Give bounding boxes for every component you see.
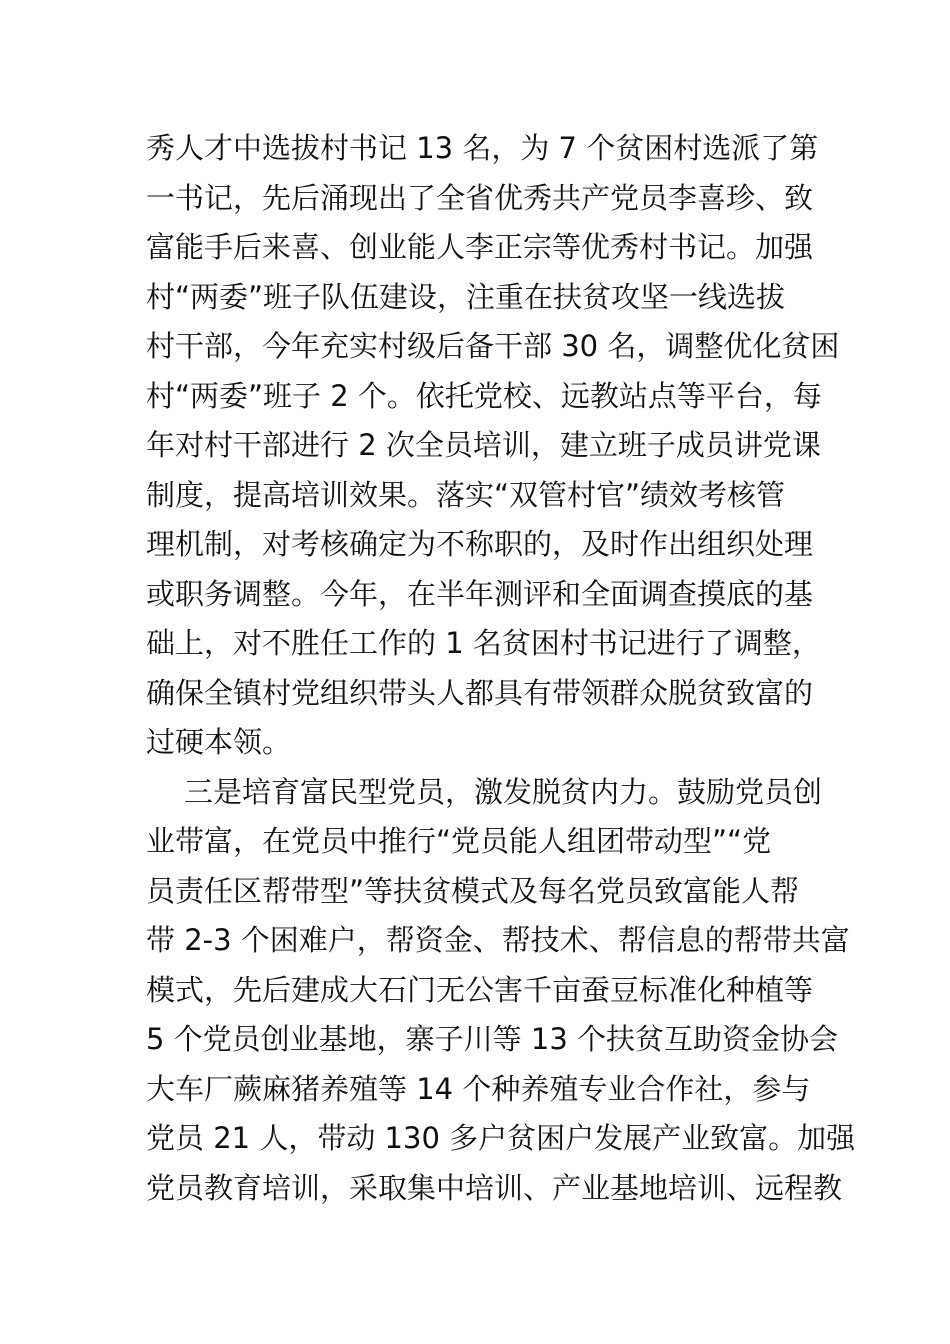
paragraph-start-line: 三是培育富民型党员，激发脱贫内力。鼓励党员创: [184, 774, 823, 809]
text-line: 村“两委”班子 2 个。依托党校、远教站点等平台，每: [146, 378, 822, 413]
text-line: 业带富，在党员中推行“党员能人组团带动型”“党: [146, 824, 772, 858]
text-line: 村“两委”班子队伍建设，注重在扶贫攻坚一线选拔: [146, 279, 786, 314]
text-line: 一书记，先后涌现出了全省优秀共产党员李喜珍、致: [146, 180, 814, 215]
text-line: 村干部，今年充实村级后备干部 30 名，调整优化贫困: [146, 329, 840, 363]
text-line: 党员 21 人，带动 130 多户贫困户发展产业致富。加强: [146, 1121, 856, 1155]
text-line: 秀人才中选拔村书记 13 名，为 7 个贫困村选派了第: [146, 131, 819, 165]
text-line: 过硬本领。: [146, 725, 292, 759]
text-line: 党员教育培训，采取集中培训、产业基地培训、远程教: [146, 1170, 843, 1205]
text-line: 大车厂蕨麻猪养殖等 14 个种养殖专业合作社，参与: [146, 1071, 811, 1106]
text-line: 5 个党员创业基地，寨子川等 13 个扶贫互助资金协会: [146, 1022, 839, 1056]
text-line: 带 2-3 个困难户，帮资金、帮技术、帮信息的帮带共富: [146, 923, 850, 957]
text-line: 或职务调整。今年，在半年测评和全面调查摸底的基: [146, 576, 814, 611]
text-line: 员责任区帮带型”等扶贫模式及每名党员致富能人帮: [146, 873, 800, 908]
text-line: 理机制，对考核确定为不称职的，及时作出组织处理: [146, 527, 814, 561]
text-line: 富能手后来喜、创业能人李正宗等优秀村书记。加强: [146, 230, 814, 264]
text-line: 础上，对不胜任工作的 1 名贫困村书记进行了调整，: [146, 626, 821, 660]
text-line: 制度，提高培训效果。落实“双管村官”绩效考核管: [146, 477, 786, 512]
body-text: [146, 124, 856, 1213]
text-line: 确保全镇村党组织带头人都具有带领群众脱贫致富的: [146, 675, 814, 710]
text-line: 年对村干部进行 2 次全员培训，建立班子成员讲党课: [146, 428, 821, 462]
text-line: 模式，先后建成大石门无公害千亩蚕豆标准化种植等: [146, 972, 814, 1007]
